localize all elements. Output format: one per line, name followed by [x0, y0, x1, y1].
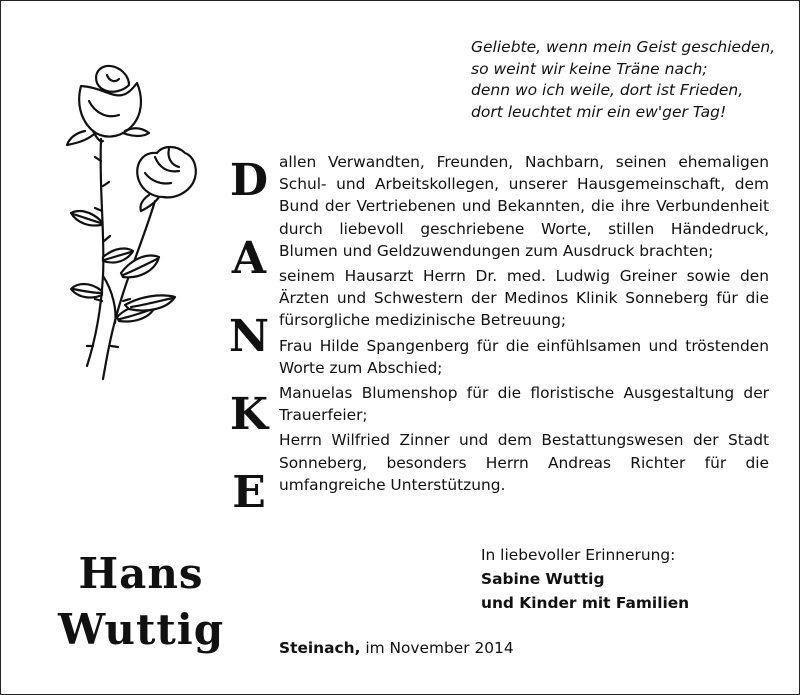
danke-letter: K	[229, 389, 269, 440]
poem-line: dort leuchtet mir ein ew'ger Tag!	[471, 102, 727, 121]
deceased-last-name: Wuttig	[57, 605, 225, 654]
thanks-paragraph: seinem Hausarzt Herrn Dr. med. Ludwig Greiner sowie den Ärzten und Schwestern der Medinos Klinik Sonneberg für die fürsorgliche medizinische Betreuung;	[279, 267, 769, 330]
place-date	[279, 639, 514, 657]
signature-name: Sabine Wuttig	[481, 570, 605, 588]
poem	[471, 37, 776, 123]
thanks-paragraph: Herrn Wilfried Zinner und dem Bestattungswesen der Stadt Sonneberg, besonders Herrn Andreas Richter für die umfangreiche Unterstützung.	[279, 431, 769, 494]
thanks-paragraph: allen Verwandten, Freunden, Nachbarn, seinen ehemaligen Schul- und Arbeitskollegen, unserer Hausgemeinschaft, dem Bund der Vertriebenen und Bekannten, die ihre Verbundenheit durch liebevoll geschriebene Worte, stillen Händedruck, Blumen und Geldzuwendungen zum Ausdruck brachten;	[279, 153, 769, 260]
signature-intro: In liebevoller Erinnerung:	[481, 546, 676, 564]
poem-line: Geliebte, wenn mein Geist geschieden,	[471, 38, 776, 56]
danke-letter: E	[232, 467, 266, 518]
signature-block	[481, 543, 689, 615]
danke-letter: D	[229, 155, 269, 206]
deceased-first-name: Hans	[78, 549, 204, 598]
rose-icon	[63, 61, 213, 391]
signature-family: und Kinder mit Familien	[481, 594, 690, 612]
place-date-text: im November 2014	[365, 639, 514, 657]
poem-line: denn wo ich weile, dort ist Frieden,	[471, 81, 744, 99]
deceased-name	[41, 546, 241, 658]
thanks-paragraph: Frau Hilde Spangenberg für die einfühlsamen und tröstenden Worte zum Abschied;	[279, 336, 769, 377]
danke-letter: N	[228, 311, 270, 362]
thanks-text	[279, 151, 769, 499]
poem-line: so weint wir keine Träne nach;	[471, 59, 708, 78]
danke-letter: A	[231, 233, 267, 284]
place-city: Steinach,	[279, 639, 361, 657]
thanks-paragraph: Manuelas Blumenshop für die floristische Ausgestaltung der Trauerfeier;	[279, 384, 769, 425]
